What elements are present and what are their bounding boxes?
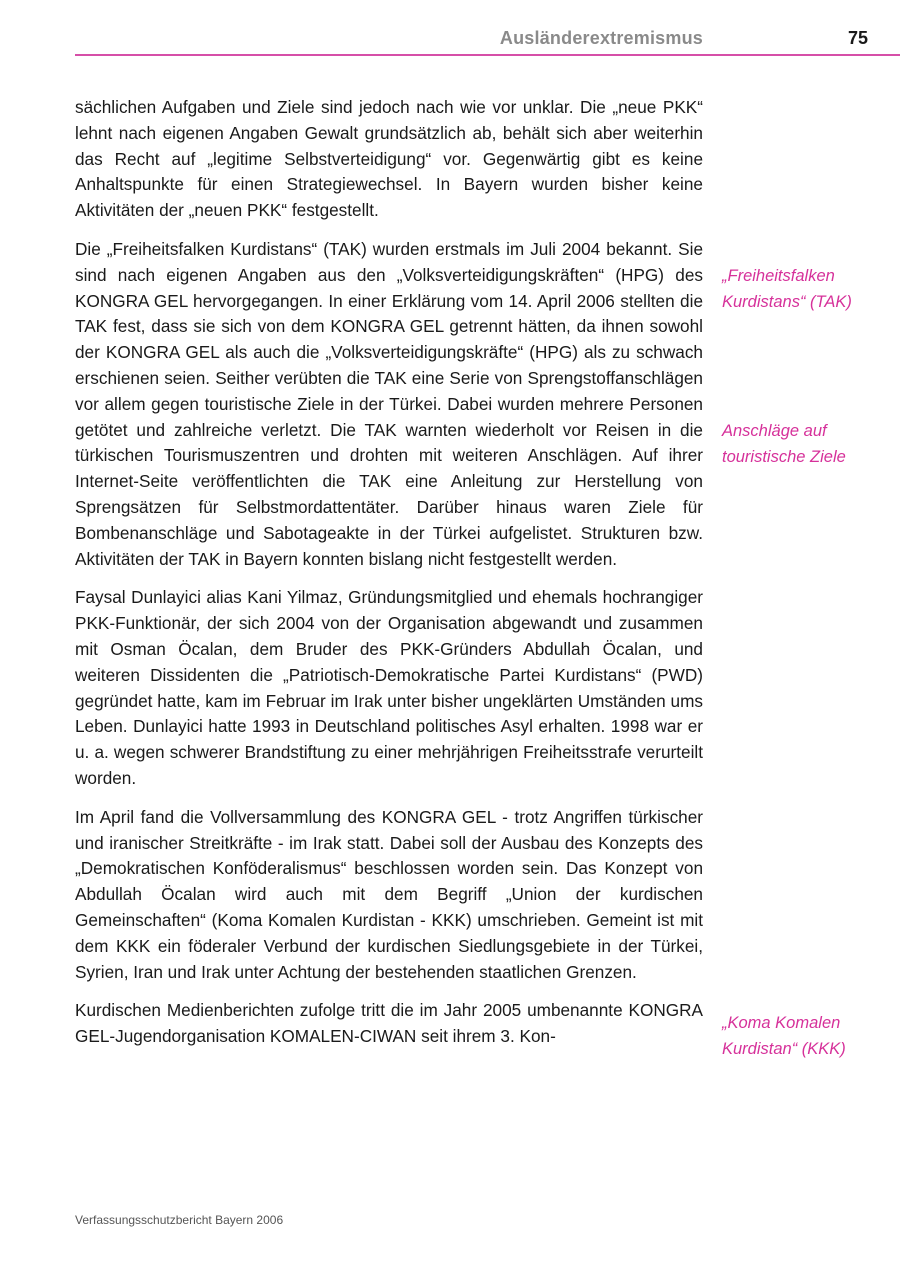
paragraph: Die „Freiheitsfalken Kurdistans“ (TAK) wurden erstmals im Juli 2004 bekannt. Sie sind nach eigenen Angaben aus den „Volksverteidigungskräften“ (HPG) des KONGRA GEL hervorgegangen. In einer Erklärung vom 14. April 2006 stellten die TAK fest, dass sie sich von dem KONGRA GEL getrennt hätten, da ihnen sowohl der KONGRA GEL als auch die „Volksverteidigungskräfte“ (HPG) als zu schwach erschienen seien. Seither verübten die TAK eine Serie von Sprengstoffanschlägen vor allem gegen touristische Ziele in der Türkei. Dabei wurden mehrere Personen getötet und zahlreiche verletzt. Die TAK warnten wiederholt vor Reisen in die türkischen Tourismuszentren und drohten mit weiteren Anschlägen. Auf ihrer Internet-Seite veröffentlichten die TAK eine Anleitung zur Herstellung von Sprengsätzen für Selbstmordattentäter. Darüber hinaus waren Ziele für Bombenanschläge und Sabotageakte in der Türkei aufgelistet. Strukturen bzw. Aktivitäten der TAK in Bayern konnten bislang nicht festgestellt werden.	[75, 238, 703, 569]
main-text	[75, 95, 703, 1063]
page-footer: Verfassungsschutzbericht Bayern 2006	[75, 1213, 284, 1227]
section-title: Ausländerextremismus	[499, 28, 703, 48]
margin-note-tak: „Freiheitsfalken Kurdistans“ (TAK)	[722, 267, 852, 311]
header-divider	[75, 54, 900, 56]
paragraph: sächlichen Aufgaben und Ziele sind jedoch nach wie vor unklar. Die „neue PKK“ lehnt nach eigenen Angaben Gewalt grundsätzlich ab, behält sich aber weiterhin das Recht auf „legitime Selbstverteidigung“ vor. Gegenwärtig gibt es keine Anhaltspunkte für einen Strategiewechsel. In Bayern wurden bisher keine Aktivitäten der „neuen PKK“ festgestellt.	[75, 97, 703, 221]
margin-note-anschlaege: Anschläge auf touristische Ziele	[722, 422, 846, 466]
paragraph: Faysal Dunlayici alias Kani Yilmaz, Gründungsmitglied und ehemals hochrangiger PKK-Funktionär, der sich 2004 von der Organisation abgewandt und zusammen mit Osman Öcalan, dem Bruder des PKK-Gründers Abdullah Öcalan, und weiteren Dissidenten die „Patriotisch-Demokratische Partei Kurdistans“ (PWD) gegründet hatte, kam im Februar im Irak unter bisher ungeklärten Umständen ums Leben. Dunlayici hatte 1993 in Deutschland politisches Asyl erhalten. 1998 war er u. a. wegen schwerer Brandstiftung zu einer mehrjährigen Freiheitsstrafe verurteilt worden.	[75, 587, 703, 788]
margin-note-kkk: „Koma Komalen Kurdistan“ (KKK)	[722, 1014, 846, 1058]
page-number: 75	[847, 28, 868, 48]
paragraph: Im April fand die Vollversammlung des KONGRA GEL - trotz Angriffen türkischer und iranischer Streitkräfte - im Irak statt. Dabei soll der Ausbau des Konzepts des „Demokratischen Konföderalismus“ beschlossen worden sein. Das Konzept von Abdullah Öcalan wird auch mit dem Begriff „Union der kurdischen Gemeinschaften“ (Koma Komalen Kurdistan - KKK) umschrieben. Gemeint ist mit dem KKK ein föderaler Verbund der kurdischen Siedlungsgebiete in der Türkei, Syrien, Iran und Irak unter Achtung der bestehenden staatlichen Grenzen.	[75, 806, 703, 982]
paragraph: Kurdischen Medienberichten zufolge tritt die im Jahr 2005 umbenannte KONGRA GEL-Jugendorganisation KOMALEN-CIWAN seit ihrem 3. Kon-	[75, 1000, 703, 1047]
